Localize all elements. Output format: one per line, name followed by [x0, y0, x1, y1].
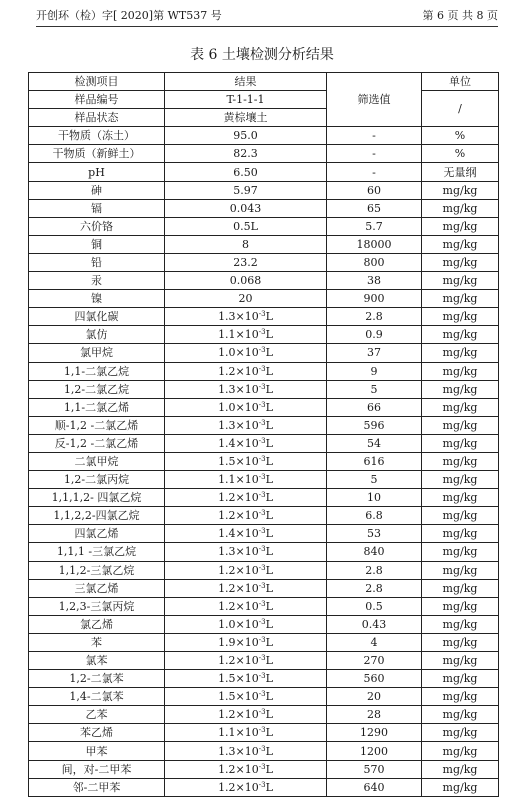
analyte-name: 铜 [29, 235, 165, 253]
result-mantissa: 1.2×10 [218, 581, 259, 595]
screening-value: 2.8 [327, 561, 422, 579]
result-limit-flag: L [265, 599, 273, 613]
table-row [29, 579, 499, 597]
analyte-name: 1,2,3-三氯丙烷 [29, 597, 165, 615]
screening-value: 5.7 [327, 217, 422, 235]
result-mantissa: 1.3×10 [218, 310, 259, 324]
result-limit-flag: L [265, 382, 273, 396]
analyte-name: 1,4-二氯苯 [29, 688, 165, 706]
table-row [29, 760, 499, 778]
screening-value: 60 [327, 181, 422, 199]
unit-value: mg/kg [422, 742, 499, 760]
table-row [29, 778, 499, 796]
analyte-name: 砷 [29, 181, 165, 199]
analyte-name: pH [29, 163, 165, 181]
result-exponent: -3 [258, 726, 266, 735]
unit-value: mg/kg [422, 652, 499, 670]
page-header [36, 6, 498, 24]
result-value: 6.50 [165, 163, 327, 181]
result-exponent: -3 [258, 491, 266, 500]
result-value: 0.068 [165, 272, 327, 290]
analyte-name: 四氯化碳 [29, 308, 165, 326]
result-exponent: -3 [258, 382, 266, 391]
result-mantissa: 1.2×10 [218, 491, 259, 505]
analyte-name: 六价铬 [29, 217, 165, 235]
result-value [165, 543, 327, 561]
table-row [29, 308, 499, 326]
result-value [165, 742, 327, 760]
analyte-name: 氯苯 [29, 652, 165, 670]
result-value [165, 489, 327, 507]
table-title: 表 6 土壤检测分析结果 [190, 47, 334, 63]
result-value [165, 778, 327, 796]
result-limit-flag: L [265, 617, 273, 631]
analyte-name: 苯 [29, 633, 165, 651]
result-limit-flag: L [265, 418, 273, 432]
result-value: 0.5L [165, 217, 327, 235]
analyte-name: 干物质（冻土） [29, 127, 165, 145]
analyte-name: 铅 [29, 253, 165, 271]
screening-value: 53 [327, 525, 422, 543]
unit-value: mg/kg [422, 579, 499, 597]
unit-value: mg/kg [422, 507, 499, 525]
result-value [165, 308, 327, 326]
result-exponent: -3 [258, 617, 266, 626]
result-limit-flag: L [265, 635, 273, 649]
result-mantissa: 1.5×10 [218, 455, 259, 469]
result-limit-flag: L [265, 346, 273, 360]
table-row [29, 597, 499, 615]
result-value [165, 706, 327, 724]
result-mantissa: 1.3×10 [218, 545, 259, 559]
result-exponent: -3 [258, 654, 266, 663]
result-exponent: -3 [258, 762, 266, 771]
table-row [29, 525, 499, 543]
result-mantissa: 1.2×10 [218, 563, 259, 577]
result-exponent: -3 [258, 545, 266, 554]
analyte-name: 三氯乙烯 [29, 579, 165, 597]
result-exponent: -3 [258, 364, 266, 373]
table-row [29, 471, 499, 489]
analyte-name: 1,1,1 -三氯乙烷 [29, 543, 165, 561]
result-mantissa: 1.2×10 [218, 599, 259, 613]
screening-value: 800 [327, 253, 422, 271]
result-mantissa: 1.5×10 [218, 690, 259, 704]
unit-value: mg/kg [422, 290, 499, 308]
result-value [165, 597, 327, 615]
result-value [165, 561, 327, 579]
report-number: 开创环（检）字[ 2020]第 WT537 号 [36, 9, 222, 22]
table-row [29, 272, 499, 290]
unit-value: mg/kg [422, 199, 499, 217]
result-value [165, 579, 327, 597]
table-row [29, 253, 499, 271]
result-exponent: -3 [258, 473, 266, 482]
result-limit-flag: L [265, 545, 273, 559]
unit-value: mg/kg [422, 778, 499, 796]
sample-number-label: 样品编号 [29, 91, 165, 109]
result-limit-flag: L [265, 364, 273, 378]
table-row [29, 489, 499, 507]
table-row [29, 561, 499, 579]
result-limit-flag: L [265, 527, 273, 541]
header-divider [36, 26, 498, 27]
screening-value: 4 [327, 633, 422, 651]
screening-value: 9 [327, 362, 422, 380]
result-exponent: -3 [258, 418, 266, 427]
result-value: 82.3 [165, 145, 327, 163]
unit-value: mg/kg [422, 308, 499, 326]
result-mantissa: 1.1×10 [218, 726, 259, 740]
result-limit-flag: L [265, 780, 273, 794]
unit-value: mg/kg [422, 235, 499, 253]
table-row [29, 181, 499, 199]
analyte-name: 1,2-二氯丙烷 [29, 471, 165, 489]
table-row [29, 416, 499, 434]
table-header-row [29, 73, 499, 91]
result-mantissa: 1.2×10 [218, 509, 259, 523]
result-exponent: -3 [258, 635, 266, 644]
screening-value: 270 [327, 652, 422, 670]
result-mantissa: 1.2×10 [218, 654, 259, 668]
table-row [29, 724, 499, 742]
analyte-name: 1,1,2,2-四氯乙烷 [29, 507, 165, 525]
analyte-name: 镍 [29, 290, 165, 308]
result-limit-flag: L [265, 690, 273, 704]
result-mantissa: 1.2×10 [218, 762, 259, 776]
result-limit-flag: L [265, 762, 273, 776]
result-mantissa: 1.1×10 [218, 473, 259, 487]
result-mantissa: 1.3×10 [218, 418, 259, 432]
analyte-name: 1,1-二氯乙烷 [29, 362, 165, 380]
table-row [29, 507, 499, 525]
analyte-name: 邻-二甲苯 [29, 778, 165, 796]
table-row [29, 398, 499, 416]
screening-value: 38 [327, 272, 422, 290]
screening-value: 65 [327, 199, 422, 217]
unit-value: mg/kg [422, 489, 499, 507]
screening-value: 66 [327, 398, 422, 416]
unit-value: mg/kg [422, 615, 499, 633]
table-row [29, 326, 499, 344]
result-exponent: -3 [258, 690, 266, 699]
analyte-name: 1,1,1,2- 四氯乙烷 [29, 489, 165, 507]
screening-value: 0.43 [327, 615, 422, 633]
screening-value: 28 [327, 706, 422, 724]
screening-value: 2.8 [327, 308, 422, 326]
screening-value: 2.8 [327, 579, 422, 597]
result-value [165, 615, 327, 633]
unit-value: mg/kg [422, 633, 499, 651]
result-value [165, 398, 327, 416]
result-value [165, 380, 327, 398]
result-limit-flag: L [265, 654, 273, 668]
table-row [29, 199, 499, 217]
sample-state-label: 样品状态 [29, 109, 165, 127]
screening-value: 6.8 [327, 507, 422, 525]
table-row [29, 633, 499, 651]
analyte-name: 氯甲烷 [29, 344, 165, 362]
result-value [165, 452, 327, 470]
result-exponent: -3 [258, 780, 266, 789]
result-mantissa: 1.1×10 [218, 328, 259, 342]
result-mantissa: 1.2×10 [218, 364, 259, 378]
sample-number-row [29, 91, 499, 109]
unit-value: mg/kg [422, 670, 499, 688]
unit-value: mg/kg [422, 272, 499, 290]
analyte-name: 甲苯 [29, 742, 165, 760]
result-value [165, 507, 327, 525]
result-exponent: -3 [258, 328, 266, 337]
result-value: 95.0 [165, 127, 327, 145]
result-limit-flag: L [265, 473, 273, 487]
result-value [165, 326, 327, 344]
result-limit-flag: L [265, 455, 273, 469]
analyte-name: 苯乙烯 [29, 724, 165, 742]
unit-value: mg/kg [422, 362, 499, 380]
screening-value: - [327, 145, 422, 163]
table-row [29, 362, 499, 380]
result-value [165, 471, 327, 489]
analyte-name: 汞 [29, 272, 165, 290]
result-exponent: -3 [258, 744, 266, 753]
result-value [165, 724, 327, 742]
result-limit-flag: L [265, 328, 273, 342]
result-value [165, 525, 327, 543]
result-value: 20 [165, 290, 327, 308]
result-limit-flag: L [265, 509, 273, 523]
result-mantissa: 1.0×10 [218, 617, 259, 631]
table-row [29, 434, 499, 452]
table-row [29, 235, 499, 253]
unit-value: mg/kg [422, 760, 499, 778]
analyte-name: 1,2-二氯苯 [29, 670, 165, 688]
table-row [29, 543, 499, 561]
result-limit-flag: L [265, 672, 273, 686]
unit-value: % [422, 127, 499, 145]
sample-number-value: T-1-1-1 [165, 91, 327, 109]
screening-value: 616 [327, 452, 422, 470]
result-mantissa: 1.0×10 [218, 346, 259, 360]
result-mantissa: 1.4×10 [218, 436, 259, 450]
result-exponent: -3 [258, 400, 266, 409]
result-mantissa: 1.9×10 [218, 635, 259, 649]
table-row [29, 127, 499, 145]
result-value: 5.97 [165, 181, 327, 199]
screening-value: 5 [327, 380, 422, 398]
screening-value: - [327, 163, 422, 181]
screening-value: 37 [327, 344, 422, 362]
screening-value: 1200 [327, 742, 422, 760]
screening-value: 1290 [327, 724, 422, 742]
unit-value: 无量纲 [422, 163, 499, 181]
table-row [29, 652, 499, 670]
unit-value: mg/kg [422, 525, 499, 543]
analyte-name: 氯乙烯 [29, 615, 165, 633]
screening-value: 54 [327, 434, 422, 452]
unit-value: mg/kg [422, 543, 499, 561]
header-result: 结果 [165, 73, 327, 91]
header-item: 检测项目 [29, 73, 165, 91]
sample-state-value: 黄棕壤土 [165, 109, 327, 127]
result-exponent: -3 [258, 455, 266, 464]
unit-value: mg/kg [422, 398, 499, 416]
analyte-name: 反-1,2 -二氯乙烯 [29, 434, 165, 452]
analyte-name: 1,1,2-三氯乙烷 [29, 561, 165, 579]
result-limit-flag: L [265, 744, 273, 758]
result-value [165, 344, 327, 362]
unit-value: mg/kg [422, 471, 499, 489]
results-body [29, 127, 499, 796]
table-row [29, 706, 499, 724]
result-value: 23.2 [165, 253, 327, 271]
unit-value: mg/kg [422, 706, 499, 724]
result-value [165, 416, 327, 434]
screening-value: 640 [327, 778, 422, 796]
result-mantissa: 1.3×10 [218, 382, 259, 396]
table-row [29, 145, 499, 163]
result-mantissa: 1.3×10 [218, 744, 259, 758]
result-limit-flag: L [265, 726, 273, 740]
analyte-name: 氯仿 [29, 326, 165, 344]
result-value [165, 670, 327, 688]
result-limit-flag: L [265, 708, 273, 722]
unit-value: mg/kg [422, 561, 499, 579]
unit-value: mg/kg [422, 344, 499, 362]
result-value [165, 688, 327, 706]
unit-value: % [422, 145, 499, 163]
unit-value: mg/kg [422, 253, 499, 271]
table-row [29, 688, 499, 706]
result-exponent: -3 [258, 581, 266, 590]
result-limit-flag: L [265, 581, 273, 595]
table-row [29, 217, 499, 235]
analyte-name: 顺-1,2 -二氯乙烯 [29, 416, 165, 434]
unit-value: mg/kg [422, 380, 499, 398]
analyte-name: 四氯乙烯 [29, 525, 165, 543]
unit-value: mg/kg [422, 434, 499, 452]
result-mantissa: 1.2×10 [218, 780, 259, 794]
screening-value: 10 [327, 489, 422, 507]
result-limit-flag: L [265, 310, 273, 324]
result-exponent: -3 [258, 527, 266, 536]
analyte-name: 二氯甲烷 [29, 452, 165, 470]
result-mantissa: 1.4×10 [218, 527, 259, 541]
table-row [29, 615, 499, 633]
page-indicator: 第 6 页 共 8 页 [422, 9, 498, 22]
table-row [29, 163, 499, 181]
screening-value: 570 [327, 760, 422, 778]
table-row [29, 670, 499, 688]
unit-value: mg/kg [422, 416, 499, 434]
result-exponent: -3 [258, 346, 266, 355]
screening-value: 840 [327, 543, 422, 561]
screening-value: 596 [327, 416, 422, 434]
result-limit-flag: L [265, 563, 273, 577]
result-value [165, 362, 327, 380]
table-row [29, 380, 499, 398]
result-limit-flag: L [265, 491, 273, 505]
unit-value: mg/kg [422, 452, 499, 470]
screening-value: 0.9 [327, 326, 422, 344]
result-exponent: -3 [258, 563, 266, 572]
result-exponent: -3 [258, 599, 266, 608]
unit-value: mg/kg [422, 217, 499, 235]
unit-value: mg/kg [422, 326, 499, 344]
result-exponent: -3 [258, 708, 266, 717]
screening-value: 560 [327, 670, 422, 688]
screening-value: 5 [327, 471, 422, 489]
result-exponent: -3 [258, 672, 266, 681]
result-limit-flag: L [265, 400, 273, 414]
result-mantissa: 1.5×10 [218, 672, 259, 686]
screening-value: 20 [327, 688, 422, 706]
unit-value: mg/kg [422, 688, 499, 706]
result-value [165, 434, 327, 452]
analyte-name: 镉 [29, 199, 165, 217]
unit-value: mg/kg [422, 724, 499, 742]
result-value [165, 633, 327, 651]
header-unit: 单位 [422, 73, 499, 91]
table-row [29, 742, 499, 760]
result-value [165, 652, 327, 670]
screening-value: 18000 [327, 235, 422, 253]
result-value: 0.043 [165, 199, 327, 217]
unit-slash: / [422, 91, 499, 127]
analyte-name: 间，对-二甲苯 [29, 760, 165, 778]
soil-results-table [28, 72, 499, 797]
result-limit-flag: L [265, 436, 273, 450]
table-row [29, 452, 499, 470]
analyte-name: 干物质（新鲜土） [29, 145, 165, 163]
header-screening-value: 筛选值 [327, 73, 422, 127]
unit-value: mg/kg [422, 597, 499, 615]
result-mantissa: 1.0×10 [218, 400, 259, 414]
result-exponent: -3 [258, 436, 266, 445]
screening-value: 900 [327, 290, 422, 308]
result-value [165, 760, 327, 778]
result-exponent: -3 [258, 509, 266, 518]
screening-value: 0.5 [327, 597, 422, 615]
result-mantissa: 1.2×10 [218, 708, 259, 722]
unit-value: mg/kg [422, 181, 499, 199]
table-row [29, 344, 499, 362]
analyte-name: 1,2-二氯乙烷 [29, 380, 165, 398]
analyte-name: 乙苯 [29, 706, 165, 724]
result-value: 8 [165, 235, 327, 253]
screening-value: - [327, 127, 422, 145]
analyte-name: 1,1-二氯乙烯 [29, 398, 165, 416]
table-row [29, 290, 499, 308]
result-exponent: -3 [258, 310, 266, 319]
